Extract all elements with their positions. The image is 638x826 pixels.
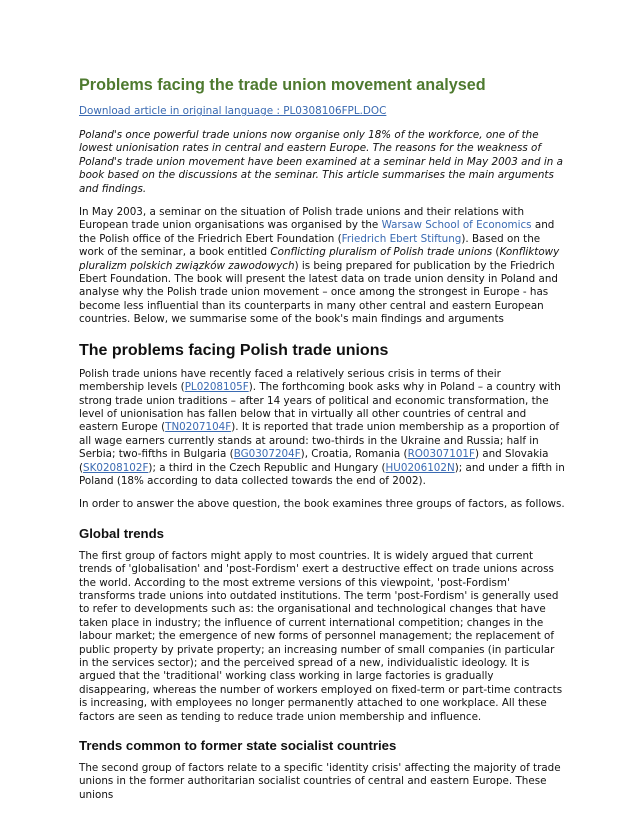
download-link[interactable] [79, 104, 567, 118]
heading-problems: The problems facing Polish trade unions [79, 341, 389, 359]
article-title: Problems facing the trade union movement analysed [79, 76, 486, 94]
text: ) and Slovakia ( [79, 448, 549, 474]
text: Polish trade unions have recently faced a relatively serious crisis in terms of their membership levels ( [79, 367, 501, 394]
text: ) is being prepared for publication by the Friedrich Ebert Foundation. The book will present the latest data on trade union density in Poland and analyse why the Polish trade union movement – once among the strongest in Europe - has become less influential than its counterparts in many other central and eastern European countries. Below, we summarise some of the book's main findings and arguments [79, 259, 558, 326]
download-original-language-link[interactable]: Download article in original language : PL0308106FPL.DOC [79, 105, 387, 117]
factors-paragraph: In order to answer the above question, the book examines three groups of factors, as follows. [79, 498, 565, 511]
seminar-paragraph [79, 206, 567, 327]
ref-link-hu0206102n[interactable]: HU0206102N [385, 461, 455, 474]
ref-link-ro0307101f[interactable]: RO0307101F [407, 448, 475, 461]
ref-link-tn0207104f[interactable]: TN0207104F [165, 421, 232, 434]
text: ), Croatia, Romania ( [300, 448, 408, 461]
intro-paragraph: Poland's once powerful trade unions now organise only 18% of the workforce, one of the lowest unionisation rates in central and eastern Europe. The reasons for the weakness of Poland's trade union movement have been examined at a seminar held in May 2003 and in a book based on the discussions at the seminar. This article summarises the main arguments and findings. [79, 129, 563, 195]
global-trends-paragraph: The first group of factors might apply to most countries. It is widely argued that current trends of 'globalisation' and 'post-Fordism' exert a destructive effect on trade unions across the world. According to the most extreme versions of this viewpoint, 'post-Fordism' transforms trade unions into outdated institutions. The term 'post-Fordism' is generally used to refer to developments such as: the organisational and technological changes that have taken place in industry; the influence of current international competition; changes in the labour market; the emergence of new forms of personnel management; the replacement of public property by private property; an increasing number of small companies (in particular in the services sector); and the perceived spread of a new, individualistic ideology. It is argued that the 'traditional' working class working in large factories is gradually disappearing, whereas the number of workers employed on fixed-term or part-time contracts is increasing, with employees no longer permanently attached to one workplace. All these factors are seen as tending to reduce trade union membership and influence. [79, 549, 563, 723]
heading-socialist-trends: Trends common to former state socialist countries [79, 738, 397, 754]
text: ). It is reported that trade union membership as a proportion of all wage earners currently stands at around: two-thirds in the Ukraine and Russia; half in Serbia; two-fifths in Bulgaria ( [79, 421, 560, 461]
warsaw-school-link[interactable]: Warsaw School of Economics [381, 219, 532, 232]
book-title: Conflicting pluralism of Polish trade unions [270, 246, 493, 259]
text: ); and under a fifth in Poland (18% according to data collected towards the end of 2002). [79, 461, 565, 487]
heading-global-trends: Global trends [79, 525, 164, 541]
text: ); a third in the Czech Republic and Hungary ( [148, 461, 386, 474]
membership-paragraph [79, 368, 567, 489]
book-title-polish: Konfliktowy pluralizm polskich związków zawodowych [79, 246, 560, 272]
text: ). The forthcoming book asks why in Poland – a country with strong trade union traditions – after 14 years of political and economic transformation, the level of unionisation has fallen below that in virtually all other countries of central and eastern Europe ( [79, 381, 561, 434]
friedrich-ebert-stiftung-link[interactable]: Friedrich Ebert Stiftung [341, 232, 462, 245]
text: and the Polish office of the Friedrich Ebert Foundation ( [79, 219, 555, 245]
ref-link-pl0208105f[interactable]: PL0208105F [184, 381, 249, 394]
article [79, 76, 567, 812]
identity-crisis-paragraph: The second group of factors relate to a specific 'identity crisis' affecting the majority of trade unions in the former authoritarian socialist countries of central and eastern Europe. These unions [79, 762, 561, 801]
text: ( [492, 246, 500, 259]
text: ). Based on the work of the seminar, a book entitled [79, 232, 541, 259]
text: In May 2003, a seminar on the situation of Polish trade unions and their relations with European trade union organisations was organised by the [79, 206, 525, 232]
ref-link-bg0307204f[interactable]: BG0307204F [233, 448, 301, 461]
ref-link-sk0208102f[interactable]: SK0208102F [83, 461, 149, 474]
